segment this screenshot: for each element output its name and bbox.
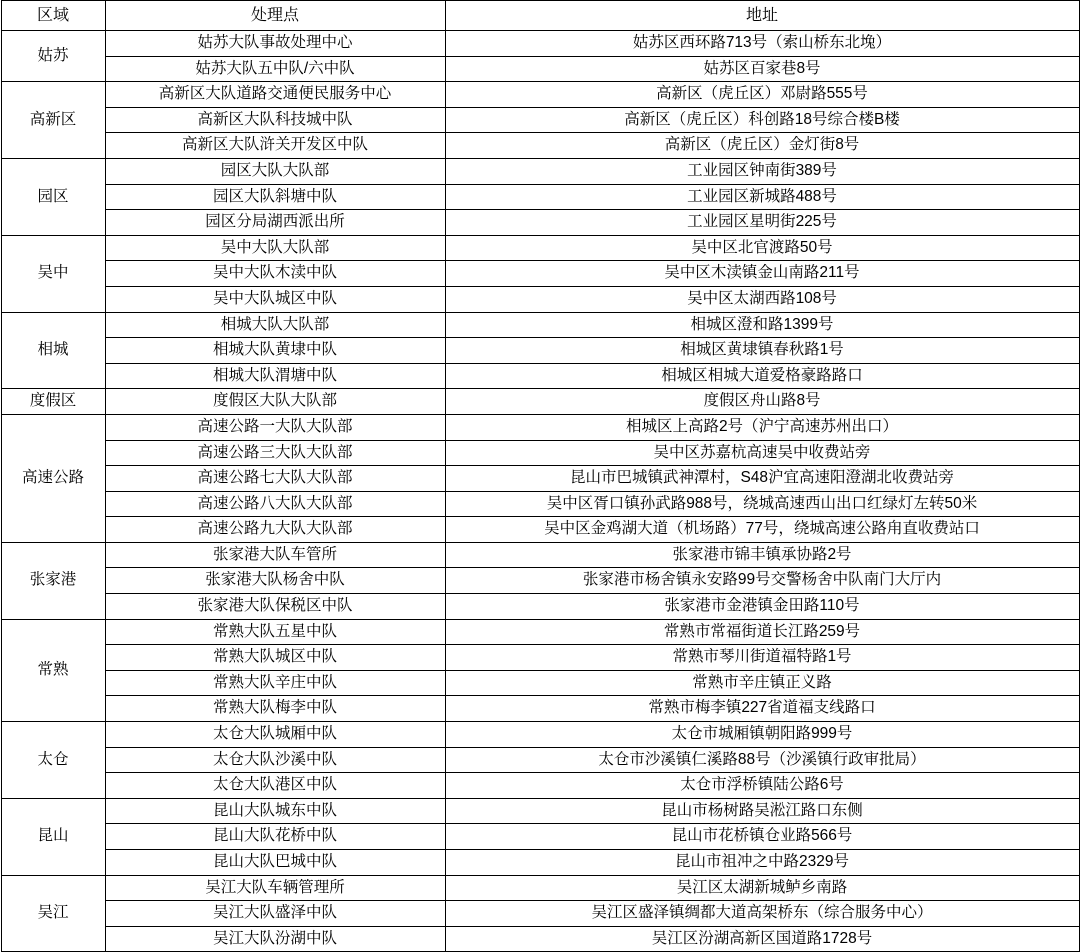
address-cell: 太仓市沙溪镇仁溪路88号（沙溪镇行政审批局）	[445, 747, 1079, 773]
table-row	[1, 389, 1079, 415]
table-row	[1, 850, 1079, 876]
region-cell: 度假区	[1, 389, 105, 415]
table-row	[1, 261, 1079, 287]
handling-point-cell: 吴江大队盛泽中队	[105, 901, 445, 927]
address-cell: 高新区（虎丘区）邓尉路555号	[445, 82, 1079, 108]
address-cell: 昆山市巴城镇武神潭村，S48沪宜高速阳澄湖北收费站旁	[445, 466, 1079, 492]
table-row	[1, 184, 1079, 210]
handling-point-cell: 太仓大队城厢中队	[105, 722, 445, 748]
handling-point-cell: 常熟大队辛庄中队	[105, 670, 445, 696]
handling-point-cell: 太仓大队港区中队	[105, 773, 445, 799]
address-cell: 张家港市杨舍镇永安路99号交警杨舍中队南门大厅内	[445, 568, 1079, 594]
handling-point-cell: 张家港大队保税区中队	[105, 594, 445, 620]
handling-point-cell: 吴江大队汾湖中队	[105, 926, 445, 952]
region-cell: 张家港	[1, 542, 105, 619]
handling-point-cell: 常熟大队梅李中队	[105, 696, 445, 722]
address-cell: 吴中区胥口镇孙武路988号，绕城高速西山出口红绿灯左转50米	[445, 491, 1079, 517]
address-cell: 工业园区钟南街389号	[445, 158, 1079, 184]
address-cell: 姑苏区西环路713号（索山桥东北堍）	[445, 31, 1079, 57]
handling-point-cell: 园区大队大队部	[105, 158, 445, 184]
handling-point-cell: 太仓大队沙溪中队	[105, 747, 445, 773]
region-cell: 高速公路	[1, 414, 105, 542]
address-cell: 张家港市金港镇金田路110号	[445, 594, 1079, 620]
handling-point-cell: 高新区大队科技城中队	[105, 107, 445, 133]
handling-point-cell: 吴中大队木渎中队	[105, 261, 445, 287]
address-cell: 太仓市浮桥镇陆公路6号	[445, 773, 1079, 799]
address-cell: 高新区（虎丘区）金灯街8号	[445, 133, 1079, 159]
address-cell: 吴江区盛泽镇绸都大道高架桥东（综合服务中心）	[445, 901, 1079, 927]
region-cell: 昆山	[1, 798, 105, 875]
address-cell: 工业园区新城路488号	[445, 184, 1079, 210]
table-row	[1, 31, 1079, 57]
table-row	[1, 158, 1079, 184]
table-row	[1, 722, 1079, 748]
handling-point-cell: 姑苏大队五中队/六中队	[105, 56, 445, 82]
column-header-point: 处理点	[105, 1, 445, 31]
table-row	[1, 414, 1079, 440]
address-cell: 常熟市常福街道长江路259号	[445, 619, 1079, 645]
table-row	[1, 440, 1079, 466]
table-row	[1, 824, 1079, 850]
handling-point-cell: 吴中大队大队部	[105, 235, 445, 261]
handling-point-cell: 高新区大队道路交通便民服务中心	[105, 82, 445, 108]
handling-point-cell: 张家港大队杨舍中队	[105, 568, 445, 594]
handling-points-table	[1, 0, 1080, 952]
handling-point-cell: 昆山大队巴城中队	[105, 850, 445, 876]
address-cell: 吴中区苏嘉杭高速吴中收费站旁	[445, 440, 1079, 466]
column-header-region: 区域	[1, 1, 105, 31]
table-row	[1, 645, 1079, 671]
handling-point-cell: 昆山大队花桥中队	[105, 824, 445, 850]
table-row	[1, 338, 1079, 364]
table-row	[1, 875, 1079, 901]
address-cell: 吴中区北官渡路50号	[445, 235, 1079, 261]
address-cell: 相城区相城大道爱格豪路路口	[445, 363, 1079, 389]
address-cell: 昆山市祖冲之中路2329号	[445, 850, 1079, 876]
address-cell: 相城区上高路2号（沪宁高速苏州出口）	[445, 414, 1079, 440]
handling-point-cell: 昆山大队城东中队	[105, 798, 445, 824]
table-row	[1, 363, 1079, 389]
handling-point-cell: 度假区大队大队部	[105, 389, 445, 415]
table-row	[1, 82, 1079, 108]
table-header	[1, 1, 1079, 31]
column-header-address: 地址	[445, 1, 1079, 31]
region-cell: 吴江	[1, 875, 105, 952]
address-cell: 工业园区星明街225号	[445, 210, 1079, 236]
address-cell: 度假区舟山路8号	[445, 389, 1079, 415]
handling-point-cell: 吴江大队车辆管理所	[105, 875, 445, 901]
handling-point-cell: 常熟大队五星中队	[105, 619, 445, 645]
address-cell: 相城区澄和路1399号	[445, 312, 1079, 338]
table-body	[1, 31, 1079, 952]
region-cell: 太仓	[1, 722, 105, 799]
region-cell: 吴中	[1, 235, 105, 312]
address-cell: 高新区（虎丘区）科创路18号综合楼B楼	[445, 107, 1079, 133]
address-cell: 常熟市梅李镇227省道福支线路口	[445, 696, 1079, 722]
region-cell: 常熟	[1, 619, 105, 721]
table-row	[1, 235, 1079, 261]
table-row	[1, 542, 1079, 568]
address-cell: 太仓市城厢镇朝阳路999号	[445, 722, 1079, 748]
handling-point-cell: 相城大队渭塘中队	[105, 363, 445, 389]
handling-point-cell: 相城大队黄埭中队	[105, 338, 445, 364]
handling-point-cell: 张家港大队车管所	[105, 542, 445, 568]
handling-point-cell: 姑苏大队事故处理中心	[105, 31, 445, 57]
table-row	[1, 670, 1079, 696]
handling-point-cell: 高速公路三大队大队部	[105, 440, 445, 466]
region-cell: 园区	[1, 158, 105, 235]
table-row	[1, 798, 1079, 824]
table-row	[1, 491, 1079, 517]
region-cell: 姑苏	[1, 31, 105, 82]
address-cell: 常熟市琴川街道福特路1号	[445, 645, 1079, 671]
handling-point-cell: 常熟大队城区中队	[105, 645, 445, 671]
table-row	[1, 312, 1079, 338]
table-row	[1, 594, 1079, 620]
address-cell: 吴中区木渎镇金山南路211号	[445, 261, 1079, 287]
handling-point-cell: 相城大队大队部	[105, 312, 445, 338]
table-row	[1, 696, 1079, 722]
table-row	[1, 286, 1079, 312]
address-cell: 吴江区太湖新城鲈乡南路	[445, 875, 1079, 901]
table-row	[1, 133, 1079, 159]
table-row	[1, 107, 1079, 133]
region-cell: 高新区	[1, 82, 105, 159]
address-cell: 吴中区太湖西路108号	[445, 286, 1079, 312]
handling-point-cell: 吴中大队城区中队	[105, 286, 445, 312]
address-cell: 吴中区金鸡湖大道（机场路）77号，绕城高速公路甪直收费站口	[445, 517, 1079, 543]
header-row	[1, 1, 1079, 31]
table-row	[1, 466, 1079, 492]
address-cell: 张家港市锦丰镇承协路2号	[445, 542, 1079, 568]
table-row	[1, 517, 1079, 543]
address-cell: 吴江区汾湖高新区国道路1728号	[445, 926, 1079, 952]
table-row	[1, 773, 1079, 799]
handling-point-cell: 园区分局湖西派出所	[105, 210, 445, 236]
handling-point-cell: 高速公路九大队大队部	[105, 517, 445, 543]
table-row	[1, 901, 1079, 927]
address-cell: 姑苏区百家巷8号	[445, 56, 1079, 82]
address-cell: 常熟市辛庄镇正义路	[445, 670, 1079, 696]
handling-point-cell: 园区大队斜塘中队	[105, 184, 445, 210]
handling-point-cell: 高速公路一大队大队部	[105, 414, 445, 440]
table-row	[1, 56, 1079, 82]
table-row	[1, 926, 1079, 952]
handling-point-cell: 高新区大队浒关开发区中队	[105, 133, 445, 159]
table-row	[1, 619, 1079, 645]
table-row	[1, 210, 1079, 236]
handling-point-cell: 高速公路七大队大队部	[105, 466, 445, 492]
address-cell: 昆山市花桥镇仓业路566号	[445, 824, 1079, 850]
handling-point-cell: 高速公路八大队大队部	[105, 491, 445, 517]
table-row	[1, 568, 1079, 594]
address-cell: 相城区黄埭镇春秋路1号	[445, 338, 1079, 364]
region-cell: 相城	[1, 312, 105, 389]
table-row	[1, 747, 1079, 773]
address-cell: 昆山市杨树路吴淞江路口东侧	[445, 798, 1079, 824]
